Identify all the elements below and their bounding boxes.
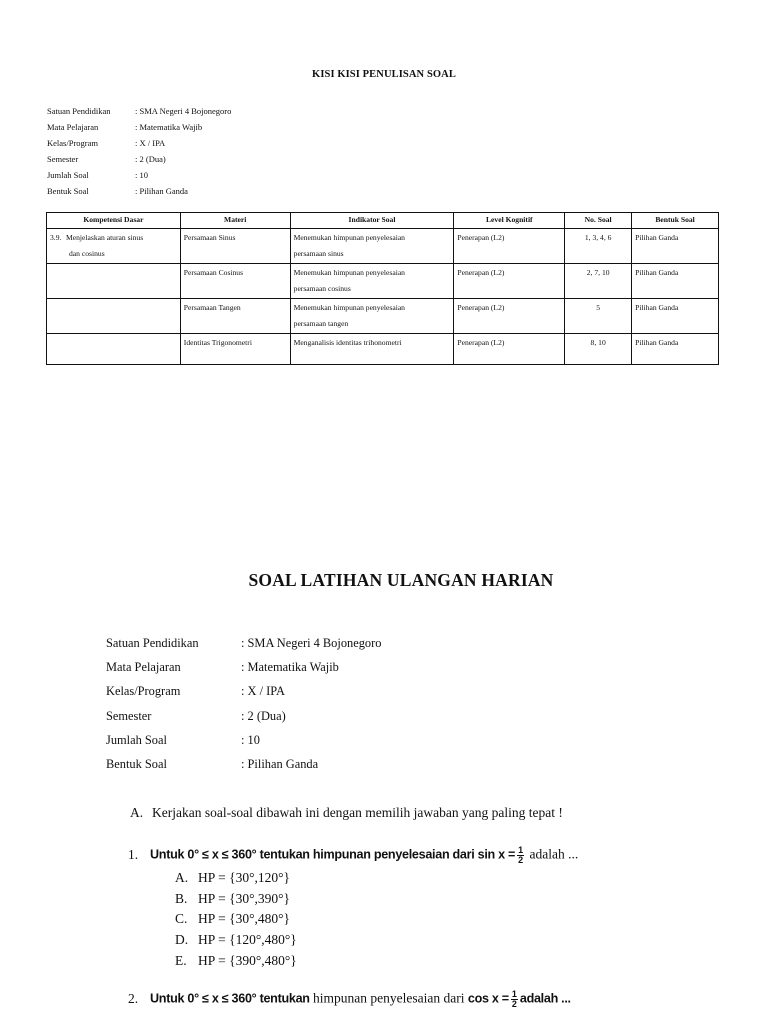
- option-letter: B.: [175, 890, 188, 906]
- indikator-line: Menganalisis identitas trihonometri: [293, 338, 402, 347]
- no-soal-cell: 5: [565, 299, 632, 334]
- indikator-line: persamaan cosinus: [293, 284, 351, 293]
- question-number: 1.: [128, 846, 139, 862]
- meta-value: : Pilihan Ganda: [241, 756, 319, 771]
- fraction: [511, 990, 518, 1009]
- fraction-numerator: 1: [518, 845, 524, 855]
- meta-value: : 2 (Dua): [241, 708, 286, 723]
- no-soal-cell: 2, 7, 10: [565, 264, 632, 299]
- meta-row: [106, 655, 381, 679]
- table-row: [47, 264, 719, 299]
- level-cell: Penerapan (L2): [454, 264, 565, 299]
- kd-cell: [47, 264, 181, 299]
- materi-cell: Identitas Trigonometri: [180, 334, 290, 365]
- answer-option[interactable]: [175, 868, 297, 889]
- table-header-row: [47, 213, 719, 229]
- meta-label: Mata Pelajaran: [47, 122, 99, 132]
- bentuk-cell: Pilihan Ganda: [632, 299, 719, 334]
- indikator-line: Menemukan himpunan penyelesaian: [293, 233, 405, 242]
- question-text-bold: cos x =: [467, 991, 509, 1006]
- meta-label: Satuan Pendidikan: [106, 636, 199, 650]
- indikator-line: persamaan sinus: [293, 249, 344, 258]
- indikator-cell: [290, 334, 454, 365]
- indikator-line: persamaan tangen: [293, 319, 349, 328]
- meta-label: Satuan Pendidikan: [47, 106, 111, 116]
- level-cell: Penerapan (L2): [454, 334, 565, 365]
- question-number: 2.: [128, 990, 139, 1006]
- meta-value: : X / IPA: [135, 138, 166, 148]
- meta-value: : 2 (Dua): [135, 154, 166, 164]
- question-text-bold: Untuk 0° ≤ x ≤ 360° tentukan: [150, 991, 310, 1006]
- kd-text: dan cosinus: [69, 249, 105, 258]
- meta-row: [106, 752, 381, 776]
- meta-row: [106, 704, 381, 728]
- column-header: No. Soal: [565, 213, 632, 229]
- meta-value: : Pilihan Ganda: [135, 186, 188, 196]
- option-letter: A.: [175, 870, 189, 885]
- meta-label: Kelas/Program: [106, 684, 181, 699]
- meta-row: [47, 103, 231, 119]
- indikator-cell: [290, 299, 454, 334]
- level-cell: Penerapan (L2): [454, 299, 565, 334]
- meta-label: Bentuk Soal: [106, 756, 167, 771]
- question-1-options: [175, 868, 297, 971]
- fraction-denominator: 2: [518, 855, 524, 865]
- kd-number: 3.9.: [50, 233, 62, 242]
- option-text: HP = {390°,480°}: [198, 952, 297, 968]
- answer-option[interactable]: [175, 930, 297, 951]
- kd-cell: [47, 334, 181, 365]
- kisi-table: [46, 212, 719, 365]
- meta-label: Jumlah Soal: [106, 732, 167, 747]
- level-cell: Penerapan (L2): [454, 229, 565, 264]
- column-header: Level Kognitif: [454, 213, 565, 229]
- option-text: HP = {30°,480°}: [198, 911, 291, 927]
- table-row: [47, 299, 719, 334]
- question-tail: adalah ...: [519, 991, 571, 1006]
- meta-row: [106, 728, 381, 752]
- question-1: [128, 846, 578, 865]
- fraction-denominator: 2: [511, 999, 517, 1009]
- meta-label: Mata Pelajaran: [106, 660, 181, 675]
- kd-cell: [47, 299, 181, 334]
- soal-title: SOAL LATIHAN ULANGAN HARIAN: [248, 570, 554, 590]
- indikator-cell: [290, 264, 454, 299]
- question-text: himpunan penyelesaian dari: [313, 990, 465, 1006]
- meta-value: : 10: [135, 170, 148, 180]
- meta-value: : X / IPA: [241, 684, 285, 699]
- option-letter: D.: [175, 932, 189, 948]
- table-row: [47, 229, 719, 264]
- indikator-line: Menemukan himpunan penyelesaian: [293, 268, 405, 277]
- bentuk-cell: Pilihan Ganda: [632, 334, 719, 365]
- section-instruction: [130, 805, 563, 821]
- question-tail: adalah ...: [529, 846, 579, 862]
- indikator-cell: [290, 229, 454, 264]
- no-soal-cell: 8, 10: [565, 334, 632, 365]
- meta-label: Jumlah Soal: [47, 170, 89, 180]
- meta-row: [47, 183, 231, 199]
- meta-row: [106, 679, 381, 703]
- meta-value: : SMA Negeri 4 Bojonegoro: [241, 636, 382, 650]
- kd-text: Menjelaskan aturan sinus: [66, 233, 144, 242]
- option-text: HP = {30°,390°}: [198, 890, 291, 906]
- column-header: Indikator Soal: [290, 213, 454, 229]
- meta-label: Semester: [47, 154, 79, 164]
- kisi-title: KISI KISI PENULISAN SOAL: [312, 69, 456, 80]
- meta-row: [47, 119, 231, 135]
- kd-cell: [47, 229, 181, 264]
- fraction: [517, 846, 524, 865]
- answer-option[interactable]: [175, 909, 297, 930]
- question-2: [128, 990, 571, 1009]
- table-row: [47, 334, 719, 365]
- meta-row: [47, 135, 231, 151]
- meta-label: Kelas/Program: [47, 138, 98, 148]
- question-text: Untuk 0° ≤ x ≤ 360° tentukan himpunan penyelesaian dari sin x =: [150, 847, 516, 862]
- meta-row: [47, 167, 231, 183]
- meta-label: Semester: [106, 708, 152, 723]
- option-text: HP = {120°,480°}: [198, 932, 297, 948]
- bentuk-cell: Pilihan Ganda: [632, 264, 719, 299]
- materi-cell: Persamaan Tangen: [180, 299, 290, 334]
- answer-option[interactable]: [175, 951, 297, 972]
- materi-cell: Persamaan Sinus: [180, 229, 290, 264]
- option-letter: C.: [175, 911, 188, 927]
- indikator-line: Menemukan himpunan penyelesaian: [293, 303, 405, 312]
- materi-cell: Persamaan Cosinus: [180, 264, 290, 299]
- meta-value: : 10: [241, 732, 260, 747]
- column-header: Kompetensi Dasar: [47, 213, 181, 229]
- meta-value: : SMA Negeri 4 Bojonegoro: [135, 106, 232, 116]
- meta-value: : Matematika Wajib: [241, 660, 339, 675]
- bentuk-cell: Pilihan Ganda: [632, 229, 719, 264]
- meta-row: [106, 631, 381, 655]
- meta-value: : Matematika Wajib: [135, 122, 203, 132]
- column-header: Bentuk Soal: [632, 213, 719, 229]
- fraction-numerator: 1: [511, 989, 517, 999]
- answer-option[interactable]: [175, 889, 297, 910]
- no-soal-cell: 1, 3, 4, 6: [565, 229, 632, 264]
- kisi-meta: [47, 103, 231, 199]
- meta-row: [47, 151, 231, 167]
- soal-meta: [106, 631, 381, 776]
- option-text: HP = {30°,120°}: [198, 870, 291, 885]
- meta-label: Bentuk Soal: [47, 186, 89, 196]
- column-header: Materi: [180, 213, 290, 229]
- section-letter: A.: [130, 805, 144, 820]
- option-letter: E.: [175, 952, 187, 968]
- instruction-text: Kerjakan soal-soal dibawah ini dengan memilih jawaban yang paling tepat !: [152, 805, 563, 820]
